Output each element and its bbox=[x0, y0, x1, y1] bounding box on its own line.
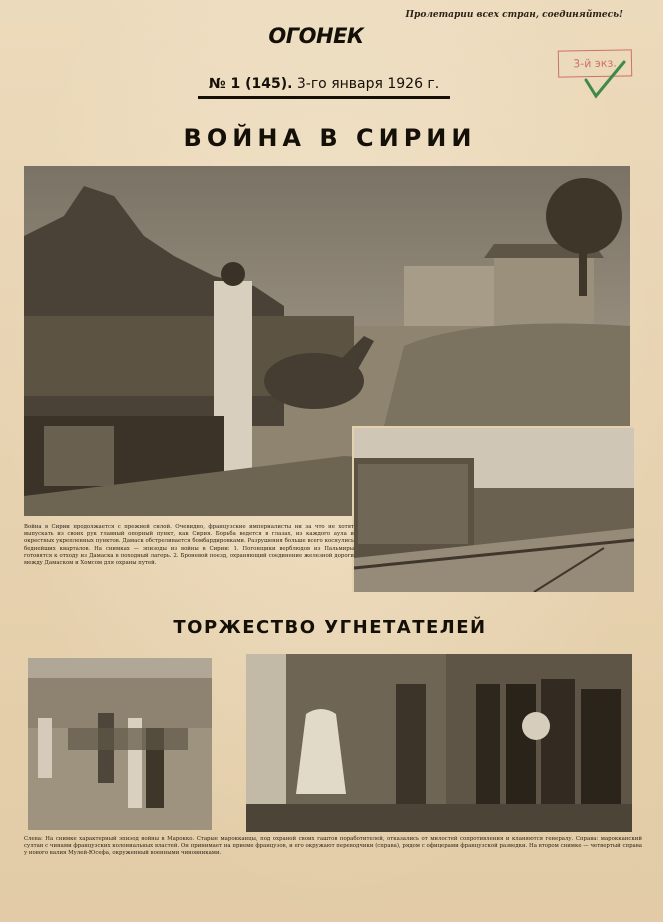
photo-moroccan-soldiers bbox=[28, 658, 212, 830]
photo-sultan-reception bbox=[246, 654, 632, 832]
headline-war-in-syria: ВОЙНА В СИРИИ bbox=[183, 124, 477, 152]
magazine-logo: ОГОНЕК bbox=[268, 24, 364, 48]
caption-war-in-syria: Война в Сирии продолжается с прежней силой. Очевидно, французские империалисты ни за что не хотят выпускать из своих рук главный опорный пункт, как Сирия. Борьба ведется в глазах, из каждого аула и окрестных укрепленных пунктов. Дамаск обстреливается бомбардировками. Разрушения больше всего коснулись беднейших кварталов. На снимках — эпизоды из войны в Сирии: 1. Погонщики верблюдов из Пальмиры готовятся к отходу из Дамаска в походный лагерь. 2. Броневой поезд, охраняющий соединение железной дороги между Дамаском и Хомсом для охраны путей. bbox=[24, 524, 354, 567]
slogan: Пролетарии всех стран, соединяйтесь! bbox=[405, 10, 623, 20]
issue-date: 3-го января 1926 г. bbox=[296, 76, 440, 92]
checkmark-icon bbox=[580, 58, 630, 102]
issue-line bbox=[198, 76, 450, 99]
photo-armored-train bbox=[352, 426, 634, 592]
issue-number: № 1 (145). bbox=[208, 76, 293, 92]
copy-stamp: 3-й экз. bbox=[558, 49, 632, 77]
caption-triumph: Слева: На снимке характерный эпизод войны в Марокко. Старые марокканцы, под охраной своих гаштов поработителей, отказались от милостей сопротивления и кланяются генералу. Справа: марокканский султан с чинами французских колониальных властей. Он принимает на приеме французов, и его окружают переводчики (справа), рядом с офицерами французской разведки. На втором снимке — четвертый справа у нового валия Мулей-Юсефа, окруженный военными чиновниками. bbox=[24, 836, 642, 857]
headline-triumph-of-oppressors: ТОРЖЕСТВО УГНЕТАТЕЛЕЙ bbox=[173, 617, 487, 638]
